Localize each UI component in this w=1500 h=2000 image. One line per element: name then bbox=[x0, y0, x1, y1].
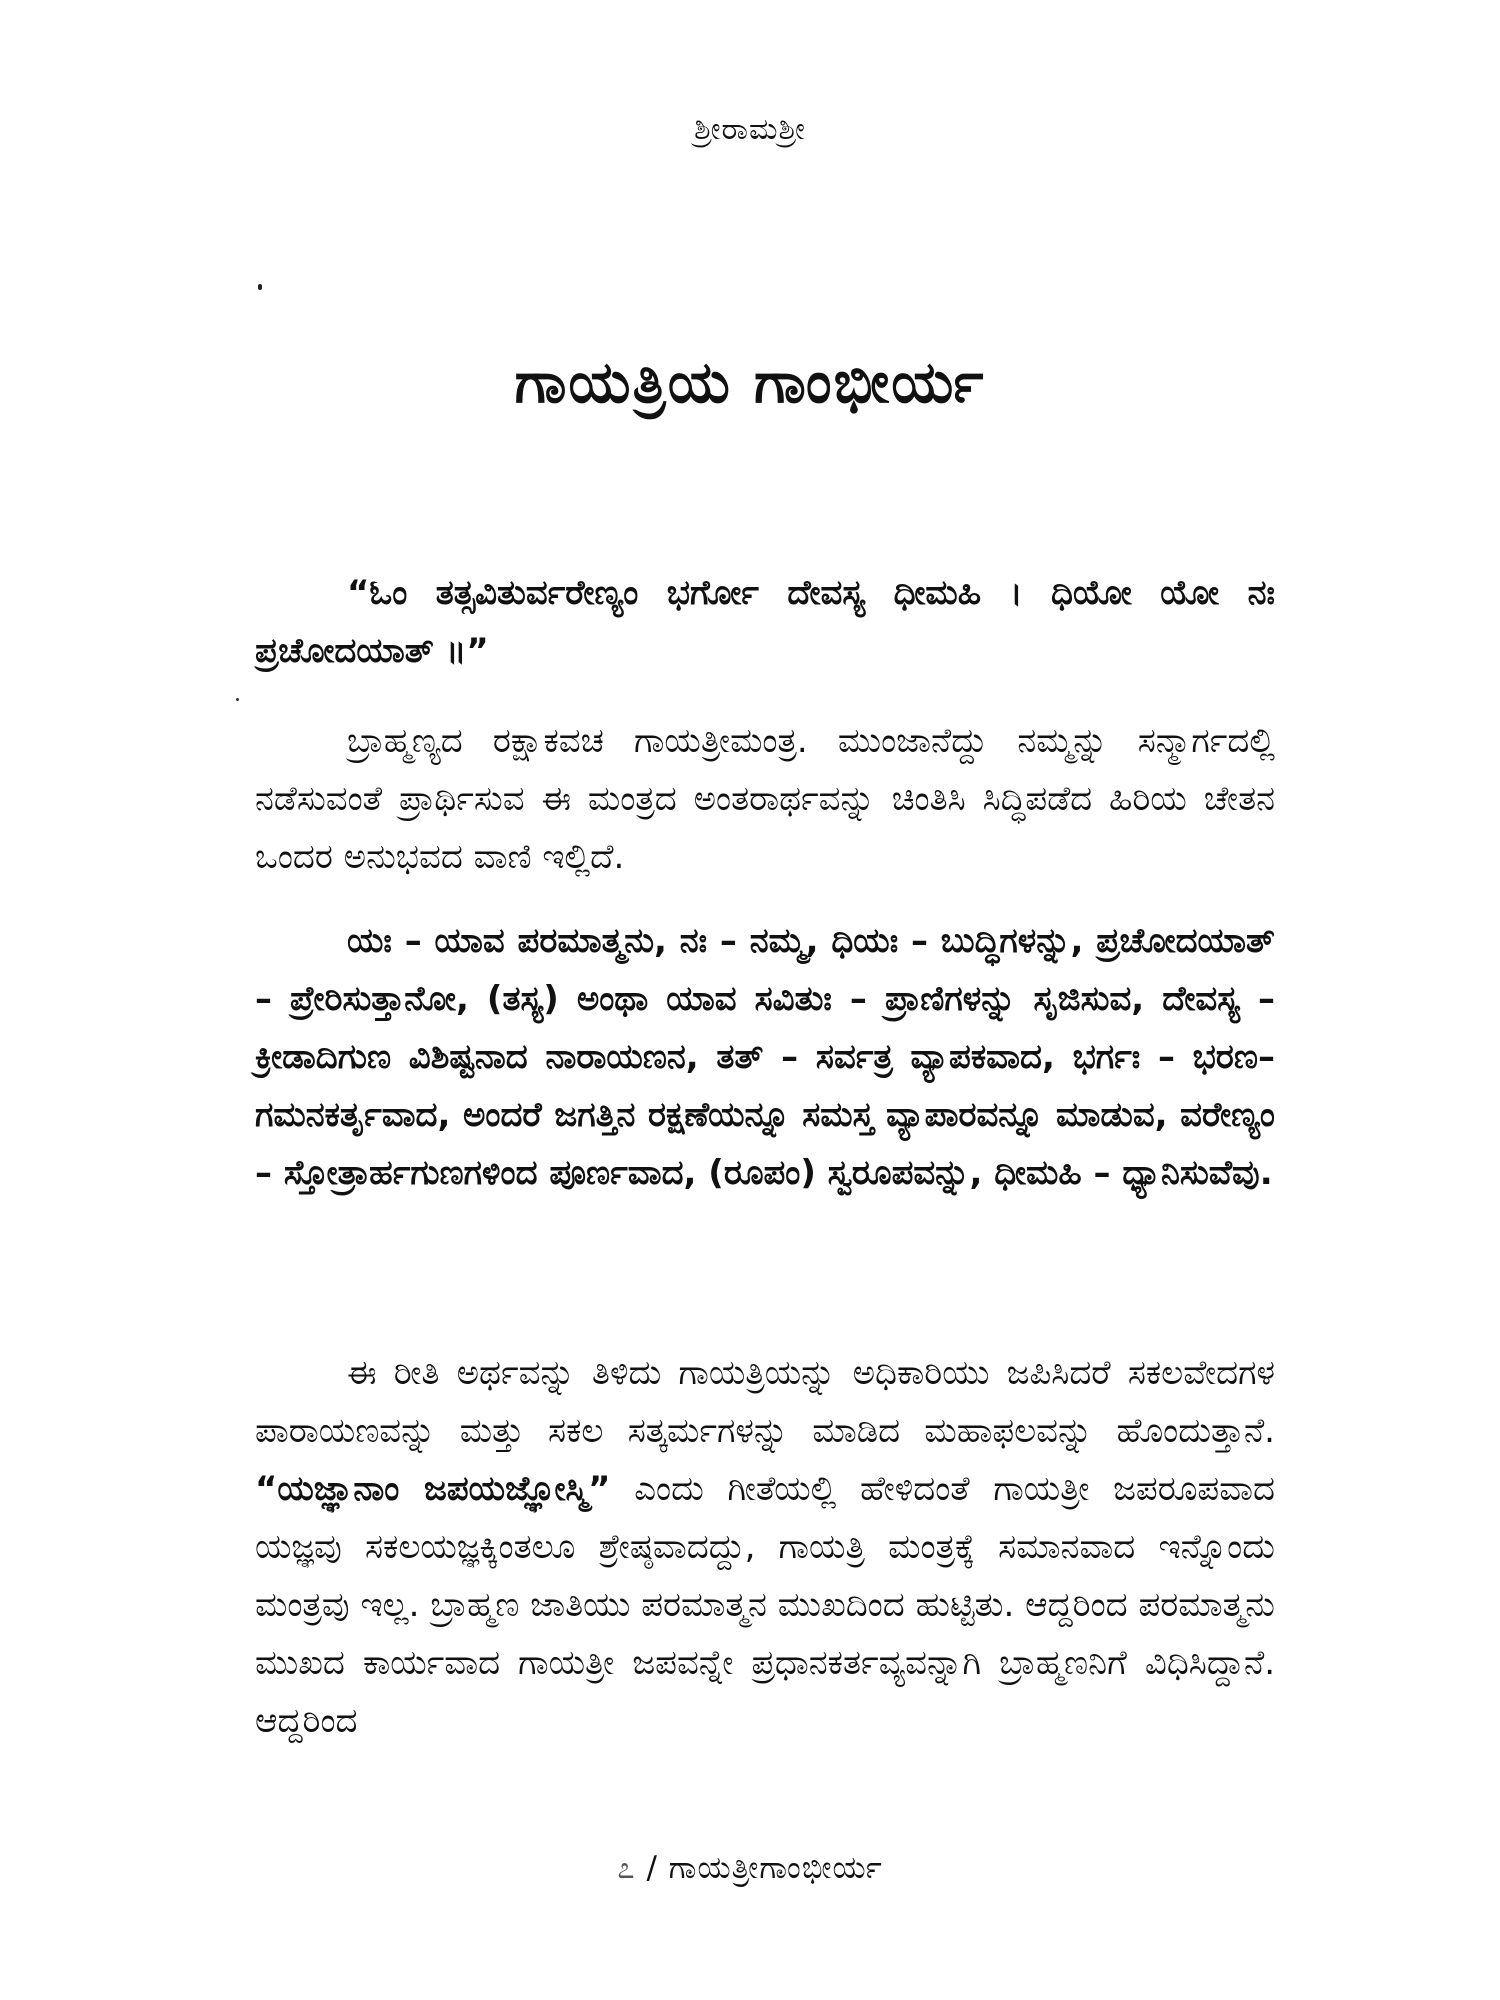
stray-ink-mark bbox=[258, 284, 262, 290]
footer-separator: / bbox=[646, 1850, 658, 1886]
result-text-after: ಎಂದು ಗೀತೆಯಲ್ಲಿ ಹೇಳಿದಂತೆ ಗಾಯತ್ರೀ ಜಪರೂಪವಾದ ಯಜ್ಞವು ಸಕಲಯಜ್ಞಕ್ಕಿಂತಲೂ ಶ್ರೇಷ್ಠವಾದದ್ದು, ಗಾಯತ್ರಿ ಮಂತ್ರಕ್ಕೆ ಸಮಾನವಾದ ಇನ್ನೊಂದು ಮಂತ್ರವು ಇಲ್ಲ. ಬ್ರಾಹ್ಮಣ ಜಾತಿಯು ಪರಮಾತ್ಮನ ಮುಖದಿಂದ ಹುಟ್ಟಿತು. ಆದ್ದರಿಂದ ಪರಮಾತ್ಮನು ಮುಖದ ಕಾರ್ಯವಾದ ಗಾಯತ್ರೀ ಜಪವನ್ನೇ ಪ್ರಧಾನಕರ್ತವ್ಯವನ್ನಾಗಿ ಬ್ರಾಹ್ಮಣನಿಗೆ ವಿಧಿಸಿದ್ದಾನೆ. ಆದ್ದರಿಂದ bbox=[255, 1469, 1275, 1741]
running-header: ಶ್ರೀರಾಮಶ್ರೀ bbox=[694, 112, 806, 147]
intro-paragraph: ಬ್ರಾಹ್ಮಣ್ಯದ ರಕ್ಷಾಕವಚ ಗಾಯತ್ರೀಮಂತ್ರ. ಮುಂಜಾನೆದ್ದು ನಮ್ಮನ್ನು ಸನ್ಮಾರ್ಗದಲ್ಲಿ ನಡೆಸುವಂತೆ ಪ್ರಾರ್ಥಿಸುವ ಈ ಮಂತ್ರದ ಅಂತರಾರ್ಥವನ್ನು ಚಿಂತಿಸಿ ಸಿದ್ಧಿಪಡೆದ ಹಿರಿಯ ಚೇತನ ಒಂದರ ಅನುಭವದ ವಾಣಿ ಇಲ್ಲಿದೆ. bbox=[255, 721, 1275, 877]
result-text-before: ಈ ರೀತಿ ಅರ್ಥವನ್ನು ತಿಳಿದು ಗಾಯತ್ರಿಯನ್ನು ಅಧಿಕಾರಿಯು ಜಪಿಸಿದರೆ ಸಕಲವೇದಗಳ ಪಾರಾಯಣವನ್ನು ಮತ್ತು ಸಕಲ ಸತ್ಕರ್ಮಗಳನ್ನು ಮಾಡಿದ ಮಹಾಫಲವನ್ನು ಹೊಂದುತ್ತಾನೆ. bbox=[255, 1353, 1275, 1451]
page-footer bbox=[0, 1850, 1500, 1887]
meaning-paragraph: ಯಃ – ಯಾವ ಪರಮಾತ್ಮನು, ನಃ – ನಮ್ಮ, ಧಿಯಃ – ಬುದ್ಧಿಗಳನ್ನು, ಪ್ರಚೋದಯಾತ್ – ಪ್ರೇರಿಸುತ್ತಾನೋ, (ತಸ್ಯ) ಅಂಥಾ ಯಾವ ಸವಿತುಃ – ಪ್ರಾಣಿಗಳನ್ನು ಸೃಜಿಸುವ, ದೇವಸ್ಯ – ಕ್ರೀಡಾದಿಗುಣ ವಿಶಿಷ್ಟನಾದ ನಾರಾಯಣನ, ತತ್ – ಸರ್ವತ್ರ ವ್ಯಾಪಕವಾದ, ಭರ್ಗಃ – ಭರಣ–ಗಮನಕರ್ತೃವಾದ, ಅಂದರೆ ಜಗತ್ತಿನ ರಕ್ಷಣೆಯನ್ನೂ ಸಮಸ್ತ ವ್ಯಾಪಾರವನ್ನೂ ಮಾಡುವ, ವರೇಣ್ಯಂ – ಸ್ತೋತ್ರಾರ್ಹಗುಣಗಳಿಂದ ಪೂರ್ಣವಾದ, (ರೂಪಂ) ಸ್ವರೂಪವನ್ನು, ಧೀಮಹಿ – ಧ್ಯಾನಿಸುವೆವು. bbox=[255, 921, 1275, 1193]
result-paragraph bbox=[255, 1344, 1275, 1750]
stray-ink-dot bbox=[236, 698, 239, 701]
chapter-title: ಗಾಯತ್ರಿಯ ಗಾಂಭೀರ್ಯ bbox=[514, 348, 986, 416]
gita-quote: “ಯಜ್ಞಾನಾಂ ಜಪಯಜ್ಞೋಸ್ಮಿ” bbox=[255, 1469, 611, 1509]
page-number: ೭ bbox=[617, 1850, 636, 1886]
footer-book-title: ಗಾಯತ್ರೀಗಾಂಭೀರ್ಯ bbox=[668, 1850, 883, 1886]
invocation-paragraph: “ಓಂ ತತ್ಸವಿತುರ್ವರೇಣ್ಯಂ ಭರ್ಗೋ ದೇವಸ್ಯ ಧೀಮಹಿ । ಧಿಯೋ ಯೋ ನಃ ಪ್ರಚೋದಯಾತ್ ॥” bbox=[255, 573, 1275, 671]
